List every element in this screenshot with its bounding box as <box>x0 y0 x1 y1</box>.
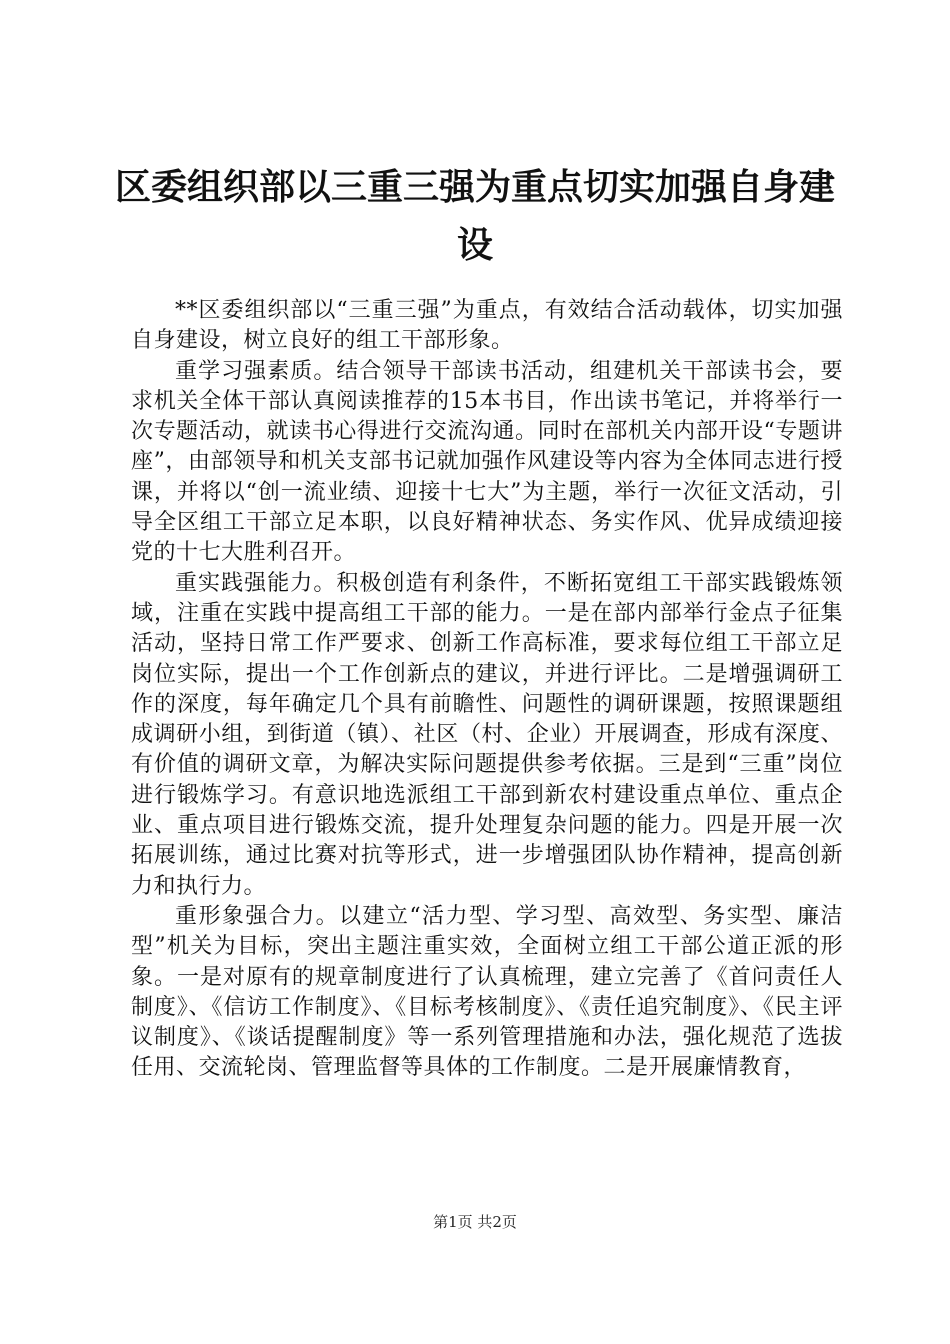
paragraph-intro: **区委组织部以“三重三强”为重点，有效结合活动载体，切实加强自身建设，树立良好的组工干部形象。 <box>131 298 843 354</box>
paragraph-image: 重形象强合力。以建立“活力型、学习型、高效型、务实型、廉洁型”机关为目标，突出主题注重实效，全面树立组工干部公道正派的形象。一是对原有的规章制度进行了认真梳理，建立完善了《首问责任人制度》、《信访工作制度》、《目标考核制度》、《责任追究制度》、《民主评议制度》、《谈话提醒制度》等一系列管理措施和办法，强化规范了选拔任用、交流轮岗、管理监督等具体的工作制度。二是开展廉情教育， <box>131 903 843 1081</box>
paragraph-study: 重学习强素质。结合领导干部读书活动，组建机关干部读书会，要求机关全体干部认真阅读推荐的15本书目，作出读书笔记，并将举行一次专题活动，就读书心得进行交流沟通。同时在部机关内部开设“专题讲座”，由部领导和机关支部书记就加强作风建设等内容为全体同志进行授课，并将以“创一流业绩、迎接十七大”为主题，举行一次征文活动，引导全区组工干部立足本职，以良好精神状态、务实作风、优异成绩迎接党的十七大胜利召开。 <box>131 358 843 566</box>
paragraph-practice: 重实践强能力。积极创造有利条件，不断拓宽组工干部实践锻炼领域，注重在实践中提高组工干部的能力。一是在部内部举行金点子征集活动，坚持日常工作严要求、创新工作高标准，要求每位组工干部立足岗位实际，提出一个工作创新点的建议，并进行评比。二是增强调研工作的深度，每年确定几个具有前瞻性、问题性的调研课题，按照课题组成调研小组，到街道（镇）、社区（村、企业）开展调查，形成有深度、有价值的调研文章，为解决实际问题提供参考依据。三是到“三重”岗位进行锻炼学习。有意识地选派组工干部到新农村建设重点单位、重点企业、重点项目进行锻炼交流，提升处理复杂问题的能力。四是开展一次拓展训练，通过比赛对抗等形式，进一步增强团队协作精神，提高创新力和执行力。 <box>131 570 843 899</box>
document-title: 区委组织部以三重三强为重点切实加强自身建设 <box>114 166 835 266</box>
document-body <box>131 296 843 1084</box>
page-number-footer: 第1页 共2页 <box>433 1213 517 1231</box>
